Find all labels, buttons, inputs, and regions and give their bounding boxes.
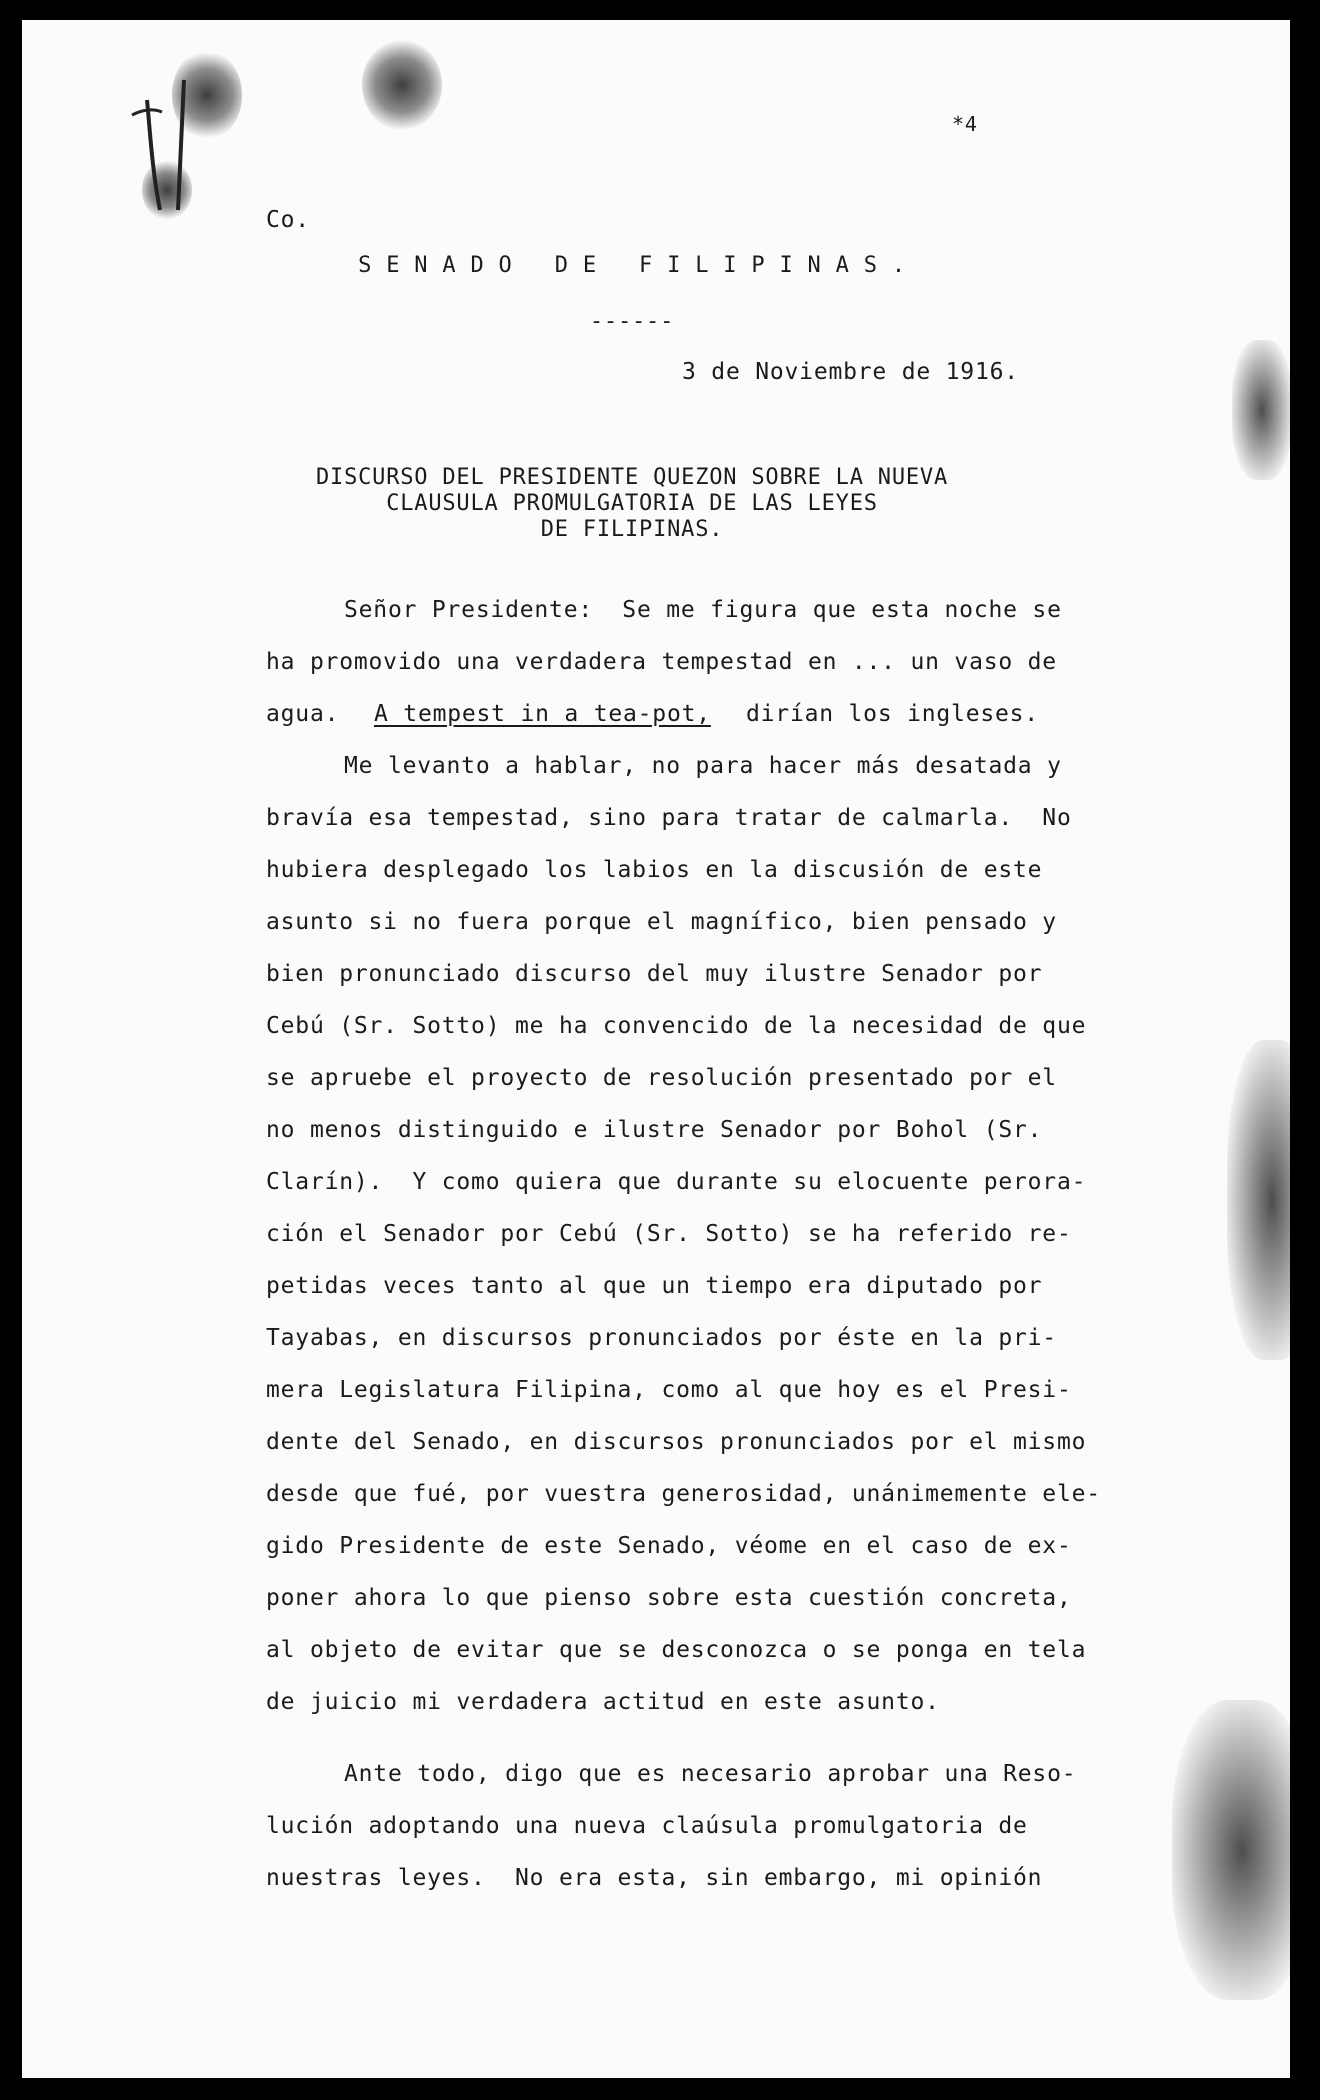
heading-divider: ------ [589, 309, 675, 334]
body-line: ción el Senador por Cebú (Sr. Sotto) se ha referido re- [266, 1221, 1072, 1247]
initials: Co. [266, 207, 310, 233]
body-line: bravía esa tempestad, sino para tratar de calmarla. No [266, 805, 1072, 831]
title-line: CLAUSULA PROMULGATORIA DE LAS LEYES [386, 491, 878, 516]
body-line: Cebú (Sr. Sotto) me ha convencido de la necesidad de que [266, 1013, 1087, 1039]
body-line: de juicio mi verdadera actitud en este asunto. [266, 1689, 940, 1715]
ink-smudge [362, 40, 442, 130]
edge-stain [1172, 1700, 1290, 2000]
edge-stain [1227, 1040, 1290, 1360]
body-line: mera Legislatura Filipina, como al que hoy es el Presi- [266, 1377, 1072, 1403]
body-line: bien pronunciado discurso del muy ilustre Senador por [266, 961, 1043, 987]
body-line: no menos distinguido e ilustre Senador por Bohol (Sr. [266, 1117, 1043, 1143]
body-line: petidas veces tanto al que un tiempo era diputado por [266, 1273, 1043, 1299]
body-line: dirían los ingleses. [746, 701, 1039, 727]
title-line: DE FILIPINAS. [540, 517, 724, 542]
institution-heading: S E N A D O D E F I L I P I N A S . [358, 253, 906, 278]
title-line: DISCURSO DEL PRESIDENTE QUEZON SOBRE LA NUEVA [315, 465, 949, 490]
body-line: desde que fué, por vuestra generosidad, unánimemente ele- [266, 1481, 1101, 1507]
handwritten-mark [122, 60, 232, 230]
edge-stain [1232, 340, 1290, 480]
body-line: agua. [266, 701, 340, 727]
body-line: poner ahora lo que pienso sobre esta cuestión concreta, [266, 1585, 1072, 1611]
body-line: asunto si no fuera porque el magnífico, bien pensado y [266, 909, 1057, 935]
body-line: Tayabas, en discursos pronunciados por éste en la pri- [266, 1325, 1057, 1351]
body-line: gido Presidente de este Senado, véome en el caso de ex- [266, 1533, 1072, 1559]
body-line: Me levanto a hablar, no para hacer más desatada y [344, 753, 1062, 779]
body-line: Ante todo, digo que es necesario aprobar una Reso- [344, 1761, 1077, 1787]
body-line: Clarín). Y como quiera que durante su elocuente perora- [266, 1169, 1087, 1195]
corner-mark: *4 [952, 112, 978, 136]
body-line: al objeto de evitar que se desconozca o se ponga en tela [266, 1637, 1087, 1663]
body-line: hubiera desplegado los labios en la discusión de este [266, 857, 1043, 883]
body-line: lución adoptando una nueva claúsula promulgatoria de [266, 1813, 1028, 1839]
body-line: nuestras leyes. No era esta, sin embargo, mi opinión [266, 1865, 1043, 1891]
document-date: 3 de Noviembre de 1916. [682, 359, 1019, 385]
body-line: dente del Senado, en discursos pronunciados por el mismo [266, 1429, 1087, 1455]
body-line: Señor Presidente: Se me figura que esta noche se [344, 597, 1062, 623]
document-page [22, 20, 1290, 2078]
body-line: se apruebe el proyecto de resolución presentado por el [266, 1065, 1057, 1091]
body-line-underlined: A tempest in a tea-pot, [374, 701, 711, 727]
body-line: ha promovido una verdadera tempestad en ... un vaso de [266, 649, 1057, 675]
